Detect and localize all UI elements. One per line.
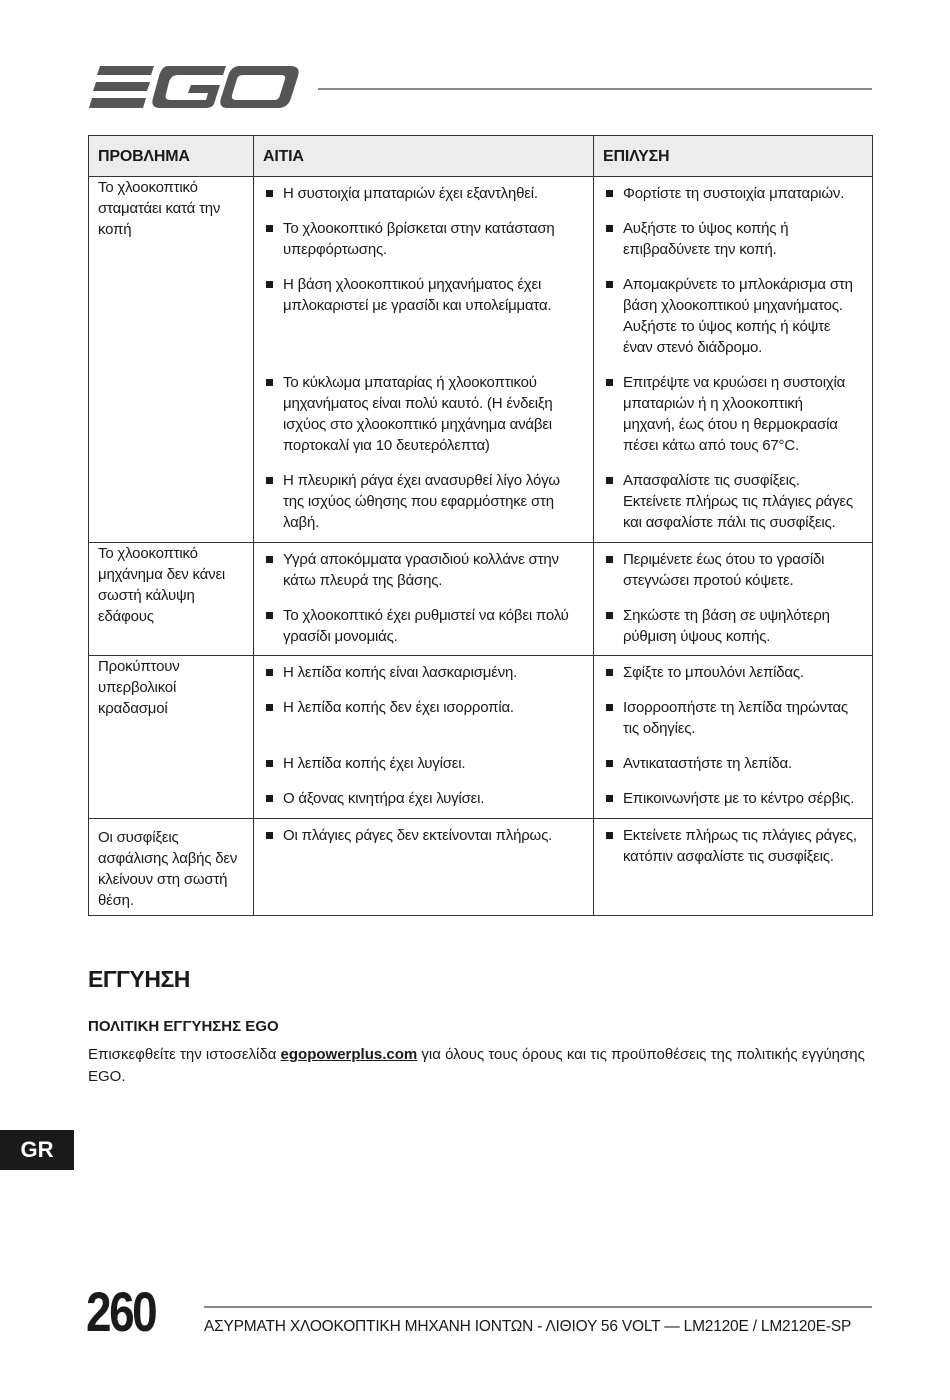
solution-text: Αντικαταστήστε τη λεπίδα. — [623, 755, 792, 772]
header-rule — [318, 88, 872, 90]
solution-cell — [594, 177, 873, 543]
solution-text: Επικοινωνήστε με το κέντρο σέρβις. — [623, 790, 855, 807]
cause-text: Η λεπίδα κοπής δεν έχει ισορροπία. — [283, 699, 514, 716]
warranty-title: ΕΓΓΥΗΣΗ — [88, 966, 190, 992]
list-item — [254, 753, 593, 788]
header-cause: ΑΙΤΙΑ — [254, 136, 594, 177]
list-item — [254, 183, 593, 218]
list-item — [594, 470, 872, 538]
footer-rule — [204, 1306, 872, 1308]
bullet-icon — [606, 556, 613, 563]
cause-text: Το κύκλωμα μπαταρίας ή χλοοκοπτικού μηχανήματος είναι πολύ καυτό. (Η ένδειξη ισχύος στο χλοοκοπτικό μηχάνημα ανάβει πορτοκαλί για 10 δευτερόλεπτα) — [283, 374, 553, 454]
solution-text: Εκτείνετε πλήρως τις πλάγιες ράγες, κατόπιν ασφαλίστε τις συσφίξεις. — [623, 827, 857, 865]
bullet-icon — [266, 760, 273, 767]
bullet-icon — [266, 225, 273, 232]
bullet-icon — [606, 281, 613, 288]
cause-cell — [254, 656, 594, 819]
bullet-icon — [266, 669, 273, 676]
cause-text: Η λεπίδα κοπής είναι λασκαρισμένη. — [283, 664, 518, 681]
table-row — [89, 177, 873, 543]
bullet-icon — [606, 669, 613, 676]
solution-cell — [594, 656, 873, 819]
list-item — [254, 470, 593, 538]
bullet-icon — [606, 225, 613, 232]
table-row — [89, 656, 873, 819]
solution-text: Αυξήστε το ύψος κοπής ή επιβραδύνετε την κοπή. — [623, 220, 789, 258]
list-item — [594, 788, 872, 814]
bullet-icon — [266, 612, 273, 619]
page-number: 260 — [86, 1280, 156, 1343]
list-item — [594, 372, 872, 470]
list-item — [594, 274, 872, 372]
bullet-icon — [266, 477, 273, 484]
cause-cell — [254, 177, 594, 543]
bullet-icon — [606, 795, 613, 802]
cause-text: Το χλοοκοπτικό έχει ρυθμιστεί να κόβει πολύ γρασίδι μονομιάς. — [283, 607, 569, 645]
language-tab: GR — [0, 1130, 74, 1170]
bullet-icon — [266, 556, 273, 563]
list-item — [254, 662, 593, 697]
cause-text: Η λεπίδα κοπής έχει λυγίσει. — [283, 755, 466, 772]
bullet-icon — [266, 379, 273, 386]
solution-text: Περιμένετε έως ότου το γρασίδι στεγνώσει προτού κόψετε. — [623, 551, 825, 589]
list-item — [594, 825, 872, 867]
warranty-link[interactable]: egopowerplus.com — [280, 1046, 418, 1063]
bullet-icon — [606, 704, 613, 711]
warranty-text-before: Επισκεφθείτε την ιστοσελίδα — [88, 1046, 281, 1063]
list-item — [254, 274, 593, 372]
problem-cell: Προκύπτουν υπερβολικοί κραδασμοί — [89, 656, 254, 819]
solution-text: Απομακρύνετε το μπλοκάρισμα στη βάση χλοοκοπτικού μηχανήματος. Αυξήστε το ύψος κοπής ή κόψτε έναν στενό διάδρομο. — [623, 276, 853, 356]
list-item — [254, 372, 593, 470]
bullet-icon — [606, 379, 613, 386]
cause-text: Ο άξονας κινητήρα έχει λυγίσει. — [283, 790, 485, 807]
bullet-icon — [606, 760, 613, 767]
problem-cell: Το χλοοκοπτικό σταματάει κατά την κοπή — [89, 177, 254, 543]
cause-text: Η βάση χλοοκοπτικού μηχανήματος έχει μπλοκαριστεί με γρασίδι και υπολείμματα. — [283, 276, 552, 314]
list-item — [594, 662, 872, 697]
list-item — [254, 825, 593, 846]
cause-text: Οι πλάγιες ράγες δεν εκτείνονται πλήρως. — [283, 827, 553, 844]
solution-text: Φορτίστε τη συστοιχία μπαταριών. — [623, 185, 845, 202]
bullet-icon — [266, 281, 273, 288]
bullet-icon — [606, 190, 613, 197]
list-item — [254, 605, 593, 651]
list-item — [594, 183, 872, 218]
list-item — [254, 697, 593, 753]
list-item — [594, 605, 872, 651]
bullet-icon — [266, 190, 273, 197]
troubleshooting-table — [88, 135, 873, 916]
list-item — [594, 753, 872, 788]
cause-cell — [254, 819, 594, 916]
list-item — [254, 218, 593, 274]
list-item — [254, 788, 593, 814]
problem-cell: Οι συσφίξεις ασφάλισης λαβής δεν κλείνουν στη σωστή θέση. — [89, 819, 254, 916]
bullet-icon — [606, 832, 613, 839]
solution-cell — [594, 819, 873, 916]
problem-cell: Το χλοοκοπτικό μηχάνημα δεν κάνει σωστή κάλυψη εδάφους — [89, 543, 254, 656]
table-header-row — [89, 136, 873, 177]
bullet-icon — [606, 612, 613, 619]
solution-text: Απασφαλίστε τις συσφίξεις. Εκτείνετε πλήρως τις πλάγιες ράγες και ασφαλίστε πάλι τις συσφίξεις. — [623, 472, 853, 531]
header-problem: ΠΡΟΒΛΗΜΑ — [89, 136, 254, 177]
bullet-icon — [266, 832, 273, 839]
cause-text: Υγρά αποκόμματα γρασιδιού κολλάνε στην κάτω πλευρά της βάσης. — [283, 551, 559, 589]
bullet-icon — [606, 477, 613, 484]
warranty-text — [88, 1044, 868, 1088]
list-item — [254, 549, 593, 605]
warranty-text-after: για όλους τους όρους και τις προϋποθέσεις της πολιτικής εγγύησης EGO. — [88, 1046, 865, 1085]
solution-cell — [594, 543, 873, 656]
cause-text: Η πλευρική ράγα έχει ανασυρθεί λίγο λόγω της ισχύος ώθησης που εφαρμόστηκε στη λαβή. — [283, 472, 560, 531]
warranty-subtitle: ΠΟΛΙΤΙΚΗ ΕΓΓΥΗΣΗΣ EGO — [88, 1018, 279, 1035]
table-row — [89, 543, 873, 656]
table-row — [89, 819, 873, 916]
ego-logo — [88, 62, 300, 112]
solution-text: Σφίξτε το μπουλόνι λεπίδας. — [623, 664, 804, 681]
bullet-icon — [266, 795, 273, 802]
solution-text: Ισορροοπήστε τη λεπίδα τηρώντας τις οδηγίες. — [623, 699, 848, 737]
bullet-icon — [266, 704, 273, 711]
cause-text: Η συστοιχία μπαταριών έχει εξαντληθεί. — [283, 185, 538, 202]
solution-text: Σηκώστε τη βάση σε υψηλότερη ρύθμιση ύψους κοπής. — [623, 607, 830, 645]
cause-text: Το χλοοκοπτικό βρίσκεται στην κατάσταση υπερφόρτωσης. — [283, 220, 555, 258]
list-item — [594, 218, 872, 274]
footer-text: ΑΣΥΡΜΑΤΗ ΧΛΟΟΚΟΠΤΙΚΗ ΜΗΧΑΝΗ ΙΟΝΤΩΝ - ΛΙΘΙΟΥ 56 VOLT — LM2120E / LM2120E-SP — [204, 1318, 852, 1335]
list-item — [594, 549, 872, 605]
solution-text: Επιτρέψτε να κρυώσει η συστοιχία μπαταριών ή η χλοοκοπτική μηχανή, έως ότου η θερμοκρασία πέσει κάτω από τους 67°C. — [623, 374, 846, 454]
header-solution: ΕΠΙΛΥΣΗ — [594, 136, 873, 177]
cause-cell — [254, 543, 594, 656]
list-item — [594, 697, 872, 753]
